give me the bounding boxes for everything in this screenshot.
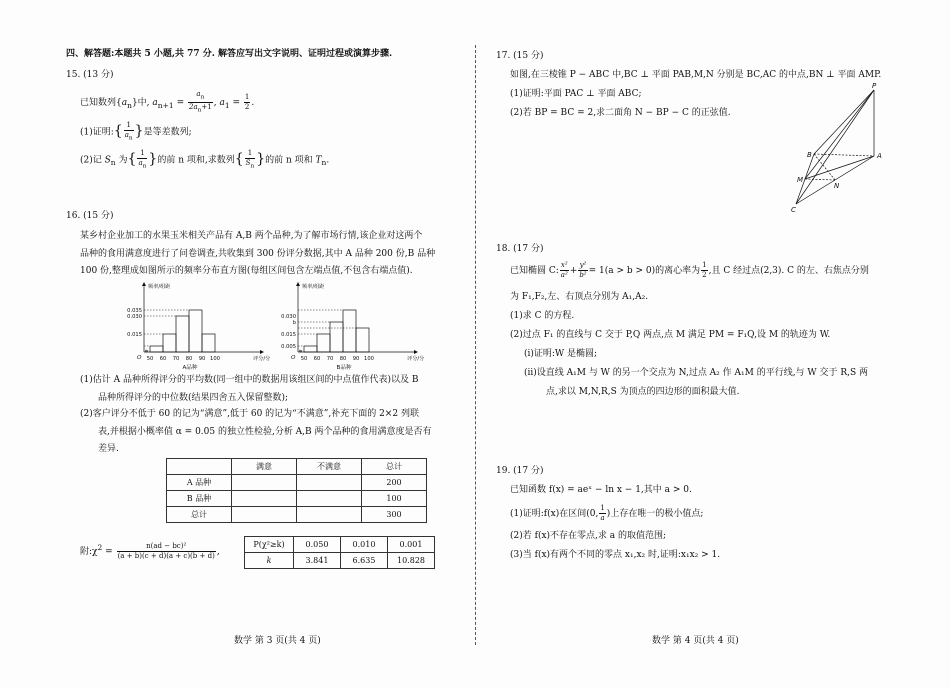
table-header-row	[167, 459, 427, 475]
q15-recip3-den: S	[245, 158, 251, 167]
question-15	[66, 69, 114, 83]
label-p: P	[872, 82, 877, 90]
q15-head: 15. (13 分)	[66, 70, 114, 80]
q15-p1b: 是等差数列;	[143, 127, 192, 138]
formula-sq: 2	[97, 543, 103, 552]
segment-ma	[805, 156, 874, 179]
label-m: M	[797, 176, 804, 184]
y-tick-label: 0.005	[281, 344, 296, 350]
q19-inv-num: 1	[600, 504, 605, 512]
chart-title: A品种	[182, 365, 198, 371]
q15-a1: a	[219, 98, 225, 109]
q15-p2d: 的前 n 项和	[265, 155, 313, 166]
table-cell: 6.635	[341, 553, 388, 569]
section-header-text: 四、解答题:本题共 5 小题,共 77 分. 解答应写出文字说明、证明过程或演算步骤.	[66, 49, 393, 59]
q15-stem-b: }中,	[131, 98, 150, 109]
q15-a1-sub: 1	[224, 101, 230, 111]
q15-part1	[80, 121, 192, 143]
table-header-cell	[167, 459, 232, 475]
table-row	[167, 507, 427, 523]
q15-Tn: T	[315, 155, 322, 166]
q19-line-2	[510, 505, 703, 522]
q15-recip2-den-sub: n	[142, 163, 147, 170]
q16-line-1: 某乡村企业加工的水果玉米相关产品有 A,B 两个品种,为了解市场行情,该企业对这两个	[80, 231, 423, 241]
q16-line-2: 品种的食用满意度进行了问卷调查,共收集到 300 份评分数据,其中 A 品种 200 份,B 品种	[80, 248, 436, 259]
q15-brace-open-icon: {	[113, 123, 123, 139]
footer-left: 数学 第 3 页(共 4 页)	[234, 636, 321, 646]
edge-pb	[814, 90, 874, 154]
q15-end-period: .	[326, 155, 330, 166]
histogram-bar	[202, 334, 215, 352]
y-tick-label: 0.035	[127, 308, 142, 314]
q19-l2a: (1)证明:f(x)在区间	[510, 509, 587, 519]
q18-plus: +	[569, 266, 578, 276]
label-n: N	[834, 182, 840, 190]
table-cell: 总计	[167, 507, 232, 523]
q18-e-den: 2	[702, 271, 707, 279]
histogram-bar	[189, 310, 202, 352]
q15-eq2: =	[232, 98, 241, 109]
question-16	[66, 210, 114, 224]
q15-brace2-close-icon: }	[148, 151, 158, 167]
table-cell: 300	[362, 507, 427, 523]
y-tick-label: 0.015	[127, 332, 142, 338]
q19-body	[510, 527, 720, 565]
q16-sub1-line-2: 品种所得评分的中位数(结果四舍五入保留整数);	[98, 392, 289, 403]
origin-label: O	[137, 355, 142, 361]
contingency-table	[166, 458, 427, 523]
chi-square-formula	[80, 542, 220, 560]
table-cell: 3.841	[294, 553, 341, 569]
x-axis-arrow-icon	[414, 350, 418, 354]
q19-inv-den: a	[600, 514, 605, 522]
x-tick-label: 80	[339, 356, 347, 362]
histogram-bar	[150, 346, 163, 352]
y-axis-arrow-icon	[142, 282, 146, 286]
q15-Sn-sub: n	[110, 158, 116, 168]
q19-open: (0,	[586, 509, 599, 519]
q15-frac-num: a	[196, 90, 201, 98]
q16-sub2-line-1: (2)客户评分不低于 60 的记为“满意”,低于 60 的记为“不满意”,补充下面的 2×2 列联	[80, 409, 419, 419]
table-cell	[232, 507, 297, 523]
q18-line-2: 为 F₁,F₂,左、右顶点分别为 A₁,A₂.	[510, 292, 649, 302]
q15-brace-close-icon: }	[134, 123, 144, 139]
q15-recip-an-2	[137, 150, 147, 170]
table-row	[245, 537, 435, 553]
q15-p2a: (2)记	[80, 155, 102, 166]
histogram-a	[118, 280, 271, 372]
table-header-cell: 不满意	[297, 459, 362, 475]
histogram-bar	[330, 322, 343, 352]
question-18	[496, 243, 544, 257]
q19-l2b: 上存在唯一的极小值点;	[610, 509, 704, 519]
histogram-bar	[176, 316, 189, 352]
q15-brace3-close-icon: }	[256, 151, 266, 167]
table-cell: B 品种	[167, 491, 232, 507]
chart-title: B品种	[336, 365, 352, 371]
y-tick-label: 0.030	[127, 314, 142, 320]
footer-right: 数学 第 4 页(共 4 页)	[652, 636, 739, 646]
q15-frac-den-sub: n	[197, 107, 202, 114]
x-tick-label: 50	[300, 356, 308, 362]
q15-p2b: 为	[118, 155, 128, 166]
segment-bn	[814, 154, 835, 180]
table-cell	[297, 475, 362, 491]
x-tick-label: 60	[159, 356, 167, 362]
x-axis-label: 评分/分	[253, 356, 271, 362]
table-cell: 0.050	[294, 537, 341, 553]
table-cell: 0.001	[388, 537, 435, 553]
q18-body	[510, 288, 868, 402]
q19-line-1	[510, 484, 692, 498]
q15-frac-den-plus: +1	[201, 103, 212, 112]
q15-recur: a	[152, 98, 158, 109]
q18-a2: a²	[560, 271, 568, 279]
histogram-bar	[343, 310, 356, 352]
q16-stem	[80, 228, 435, 281]
y-axis-arrow-icon	[296, 282, 300, 286]
table-row	[245, 553, 435, 569]
q15-brace2-open-icon: {	[127, 151, 137, 167]
q15-recip-den: a	[124, 130, 129, 139]
formula-den: (a + b)(c + d)(a + c)(b + d)	[117, 552, 215, 560]
table-header-cell: 满意	[232, 459, 297, 475]
q18-ecc-frac	[701, 262, 707, 279]
q19-l1: 已知函数 f(x) = aeˣ − ln x − 1,其中 a > 0.	[510, 485, 692, 495]
q17-line-3: (2)若 BP = BC = 2,求二面角 N − BP − C 的正弦值.	[510, 108, 731, 118]
x-tick-label: 70	[326, 356, 334, 362]
table-cell: k	[245, 553, 294, 569]
q18-line-7: 点,求以 M,N,R,S 为顶点的四边形的面积最大值.	[546, 387, 740, 397]
x-tick-label: 90	[198, 356, 206, 362]
label-c: C	[791, 206, 796, 214]
section-header	[66, 48, 392, 62]
q18-y2-frac	[578, 262, 587, 279]
q15-an: a	[121, 98, 128, 109]
q18-line-6: (ii)设直线 A₁M 与 W 的另一个交点为 N,过点 A₂ 作 A₁M 的平行线,与 W 交于 R,S 两	[524, 368, 869, 378]
q15-frac-num-sub: n	[200, 94, 205, 101]
table-cell: 10.828	[388, 553, 435, 569]
x-axis-arrow-icon	[260, 350, 264, 354]
q15-Sn: S	[104, 155, 111, 166]
table-row	[167, 491, 427, 507]
q15-frac-den: 2a	[188, 103, 198, 112]
formula-label: 附:χ	[80, 547, 98, 557]
q19-close: )	[606, 509, 611, 519]
x-tick-label: 80	[185, 356, 193, 362]
y-axis-label: 频率/组距	[148, 284, 171, 290]
q17-line-1: 如图,在三棱锥 P − ABC 中,BC ⊥ 平面 PAB,M,N 分别是 BC,AC 的中点,BN ⊥ 平面 AMP.	[510, 70, 882, 80]
q19-inv-a	[599, 505, 605, 522]
q15-comma: ,	[213, 98, 217, 109]
q16-line-3: 100 份,整理成如图所示的频率分布直方图(每组区间包含左端点值,不包含右端点值).	[80, 266, 413, 276]
q15-recip-den-sub: n	[128, 135, 133, 142]
q19-line-3: (2)若 f(x)不存在零点,求 a 的取值范围;	[510, 531, 667, 541]
histogram-b	[272, 280, 425, 372]
table-cell	[232, 475, 297, 491]
table-header-cell: 总计	[362, 459, 427, 475]
segment-mn	[805, 179, 835, 180]
q15-recur-fraction	[188, 91, 213, 114]
label-b: B	[807, 151, 812, 159]
table-cell: 100	[362, 491, 427, 507]
x-tick-label: 60	[313, 356, 321, 362]
q15-recip3-num: 1	[245, 150, 256, 159]
critical-value-table	[244, 536, 435, 569]
q15-half	[244, 94, 250, 111]
histogram-bar	[304, 346, 317, 352]
q15-stem	[80, 91, 254, 114]
q15-recip3-den-sub: n	[250, 163, 255, 170]
q19-line-4: (3)当 f(x)有两个不同的零点 x₁,x₂ 时,证明:x₁x₂ > 1.	[510, 550, 721, 560]
label-a: A	[877, 152, 882, 160]
q18-b2: b²	[579, 271, 587, 279]
x-tick-label: 90	[352, 356, 360, 362]
q15-recip2-num: 1	[137, 150, 147, 159]
q18-line-5: (i)证明:W 是椭圆;	[524, 349, 598, 359]
q18-x2-frac	[560, 262, 569, 279]
q15-recip-sn	[245, 150, 256, 170]
q15-p1: (1)证明:	[80, 127, 114, 138]
q18-line-4: (2)过点 F₁ 的直线与 C 交于 P,Q 两点,点 M 满足 PM = F₁Q,设 M 的轨迹为 W.	[510, 330, 831, 340]
x-tick-label: 50	[146, 356, 154, 362]
q19-head: 19. (17 分)	[496, 466, 544, 476]
pyramid-diagram	[788, 82, 888, 214]
q18-l1a: 已知椭圆 C:	[510, 266, 559, 276]
q15-an-sub: n	[127, 101, 132, 111]
table-cell: A 品种	[167, 475, 232, 491]
q15-recip-an	[124, 122, 134, 142]
question-17	[496, 48, 544, 65]
q16-sub1-line-1: (1)估计 A 品种所得评分的平均数(同一组中的数据用该组区间的中点值作代表)以及 B	[80, 375, 419, 385]
x-tick-label: 100	[364, 356, 374, 362]
formula-num: n(ad − bc)²	[117, 543, 216, 552]
q18-x2: x²	[560, 261, 568, 269]
origin-label: O	[291, 355, 296, 361]
x-axis-label: 评分/分	[407, 356, 425, 362]
q15-period: .	[251, 98, 255, 109]
q16-part2	[80, 406, 432, 459]
page-divider	[475, 45, 476, 645]
q15-recur-sub: n+1	[157, 101, 174, 111]
x-tick-label: 100	[210, 356, 220, 362]
q16-sub2-line-2: 表,并根据小概率值 α = 0.05 的独立性检验,分析 A,B 两个品种的食用满意度是否有	[98, 426, 432, 437]
y-tick-label: b	[292, 320, 296, 326]
y-tick-label: 0.015	[281, 332, 296, 338]
y-axis-label: 频率/组距	[302, 284, 325, 290]
table-cell: 200	[362, 475, 427, 491]
q18-e-num: 1	[702, 261, 707, 269]
q18-line-3: (1)求 C 的方程.	[510, 311, 575, 321]
q18-y2: y²	[579, 261, 587, 269]
q18-l1b: = 1(a > b > 0)的离心率为	[588, 266, 701, 276]
q15-brace3-open-icon: {	[234, 151, 244, 167]
q16-head: 16. (15 分)	[66, 211, 114, 221]
table-row	[167, 475, 427, 491]
q17-line-2: (1)证明:平面 PAC ⊥ 平面 ABC;	[510, 89, 642, 99]
question-19	[496, 465, 544, 479]
histogram-bar	[317, 334, 330, 352]
q15-p2c: 的前 n 项和,求数列	[157, 155, 235, 166]
histogram-bar	[163, 334, 176, 352]
q18-head: 18. (17 分)	[496, 244, 544, 254]
y-tick-label: 0.030	[281, 314, 296, 320]
x-tick-label: 70	[172, 356, 180, 362]
q18-line-1	[510, 262, 869, 279]
formula-comma: ,	[216, 547, 220, 557]
q15-recip-num: 1	[124, 122, 134, 131]
q15-half-num: 1	[244, 93, 250, 102]
formula-fraction	[117, 543, 216, 560]
table-cell	[297, 491, 362, 507]
q17-head: 17. (15 分)	[496, 51, 544, 61]
table-cell	[232, 491, 297, 507]
q16-part1	[80, 372, 418, 407]
q15-Tn-sub: n	[321, 158, 327, 168]
q15-eq1: =	[176, 98, 185, 109]
formula-eq: =	[105, 547, 113, 557]
segment-mp	[805, 90, 874, 179]
table-cell: 0.010	[341, 537, 388, 553]
q15-recip2-den: a	[138, 158, 143, 167]
q15-part2	[80, 149, 329, 171]
histogram-bar	[356, 328, 369, 352]
q15-half-den: 2	[244, 103, 250, 112]
table-cell	[297, 507, 362, 523]
table-cell: P(χ²≥k)	[245, 537, 294, 553]
q15-stem-a: 已知数列{	[80, 98, 122, 109]
q18-l1c: ,且 C 经过点(2,3). C 的左、右焦点分别	[708, 266, 869, 276]
q16-sub2-line-3: 差异.	[98, 444, 119, 454]
